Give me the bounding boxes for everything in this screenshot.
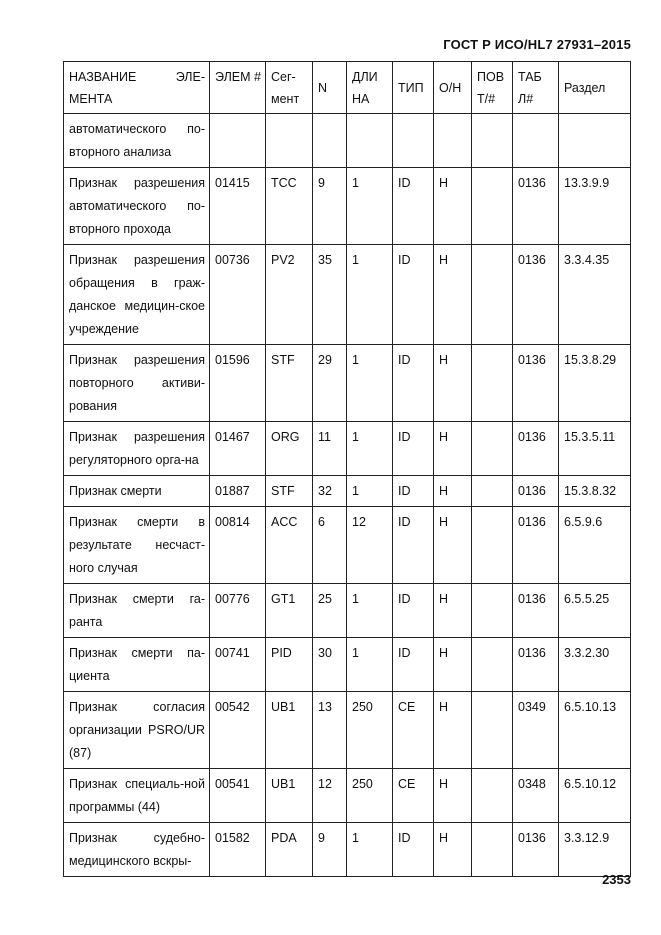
cell-rep — [472, 422, 513, 476]
table-row — [64, 507, 631, 584]
cell-length: 12 — [347, 507, 393, 584]
cell-opt — [434, 114, 472, 168]
cell-type: ID — [393, 823, 434, 877]
cell-type: CE — [393, 692, 434, 769]
table-row — [64, 422, 631, 476]
cell-elem: 01467 — [210, 422, 266, 476]
cell-elem: 01582 — [210, 823, 266, 877]
cell-elem: 01415 — [210, 168, 266, 245]
cell-name: Признак разрешения обращения в граж-данское медицин-ское учреждение — [64, 245, 210, 345]
cell-opt: Н — [434, 345, 472, 422]
cell-elem: 00814 — [210, 507, 266, 584]
col-header-segment: Сег-мент — [266, 62, 313, 114]
col-header-name-line2: МЕНТА — [69, 92, 113, 106]
cell-section: 15.3.8.29 — [559, 345, 631, 422]
cell-opt: Н — [434, 476, 472, 507]
cell-segment: PV2 — [266, 245, 313, 345]
cell-elem: 00741 — [210, 638, 266, 692]
cell-tbl: 0136 — [513, 422, 559, 476]
cell-length: 1 — [347, 422, 393, 476]
table-row — [64, 769, 631, 823]
cell-type: CE — [393, 769, 434, 823]
table-header-row — [64, 62, 631, 114]
cell-name: Признак смерти га-ранта — [64, 584, 210, 638]
cell-name: Признак смерти па-циента — [64, 638, 210, 692]
cell-n: 30 — [313, 638, 347, 692]
cell-elem: 00541 — [210, 769, 266, 823]
cell-rep — [472, 245, 513, 345]
cell-rep — [472, 114, 513, 168]
cell-section: 6.5.10.13 — [559, 692, 631, 769]
table-row — [64, 823, 631, 877]
cell-tbl: 0136 — [513, 584, 559, 638]
cell-type: ID — [393, 168, 434, 245]
cell-type: ID — [393, 507, 434, 584]
cell-tbl: 0136 — [513, 245, 559, 345]
table-row — [64, 114, 631, 168]
cell-segment: UB1 — [266, 769, 313, 823]
col-header-tbl: ТАБ Л# — [513, 62, 559, 114]
cell-opt: Н — [434, 584, 472, 638]
cell-tbl: 0136 — [513, 168, 559, 245]
table-row — [64, 245, 631, 345]
cell-type — [393, 114, 434, 168]
cell-name: Признак смерти в результате несчаст-ного случая — [64, 507, 210, 584]
cell-section: 3.3.4.35 — [559, 245, 631, 345]
cell-type: ID — [393, 638, 434, 692]
cell-segment: STF — [266, 476, 313, 507]
cell-tbl: 0136 — [513, 345, 559, 422]
cell-section: 3.3.12.9 — [559, 823, 631, 877]
cell-opt: Н — [434, 507, 472, 584]
cell-tbl: 0136 — [513, 823, 559, 877]
cell-opt: Н — [434, 823, 472, 877]
cell-n: 9 — [313, 168, 347, 245]
cell-length: 1 — [347, 476, 393, 507]
cell-rep — [472, 769, 513, 823]
cell-type: ID — [393, 584, 434, 638]
cell-n: 25 — [313, 584, 347, 638]
cell-elem: 01596 — [210, 345, 266, 422]
cell-section: 6.5.9.6 — [559, 507, 631, 584]
cell-n: 32 — [313, 476, 347, 507]
cell-section: 3.3.2.30 — [559, 638, 631, 692]
cell-name: Признак смерти — [64, 476, 210, 507]
cell-elem: 01887 — [210, 476, 266, 507]
col-header-name — [64, 62, 210, 114]
cell-length: 1 — [347, 584, 393, 638]
cell-rep — [472, 507, 513, 584]
cell-rep — [472, 584, 513, 638]
table-row — [64, 638, 631, 692]
cell-length — [347, 114, 393, 168]
cell-length: 250 — [347, 692, 393, 769]
cell-segment: STF — [266, 345, 313, 422]
col-header-elem: ЭЛЕМ # — [210, 62, 266, 114]
cell-tbl: 0349 — [513, 692, 559, 769]
cell-section: 6.5.10.12 — [559, 769, 631, 823]
cell-section: 15.3.8.32 — [559, 476, 631, 507]
cell-section: 15.3.5.11 — [559, 422, 631, 476]
cell-length: 250 — [347, 769, 393, 823]
cell-opt: Н — [434, 692, 472, 769]
cell-n: 35 — [313, 245, 347, 345]
cell-name: Признак разрешения повторного активи-рования — [64, 345, 210, 422]
cell-length: 1 — [347, 345, 393, 422]
cell-segment — [266, 114, 313, 168]
cell-type: ID — [393, 476, 434, 507]
cell-name: Признак разрешения автоматического по-вторного прохода — [64, 168, 210, 245]
cell-n — [313, 114, 347, 168]
cell-n: 6 — [313, 507, 347, 584]
cell-name: Признак согласия организации PSRO/UR (87) — [64, 692, 210, 769]
col-header-rep: ПОВ Т/# — [472, 62, 513, 114]
col-header-type: ТИП — [393, 62, 434, 114]
cell-type: ID — [393, 422, 434, 476]
cell-elem: 00776 — [210, 584, 266, 638]
table-row — [64, 345, 631, 422]
cell-segment: ORG — [266, 422, 313, 476]
col-header-section: Раздел — [559, 62, 631, 114]
cell-opt: Н — [434, 168, 472, 245]
page-number: 2353 — [602, 872, 631, 887]
cell-rep — [472, 692, 513, 769]
cell-segment: PID — [266, 638, 313, 692]
cell-tbl: 0136 — [513, 476, 559, 507]
cell-tbl: 0136 — [513, 638, 559, 692]
cell-name: Признак специаль-ной программы (44) — [64, 769, 210, 823]
cell-elem — [210, 114, 266, 168]
cell-rep — [472, 168, 513, 245]
cell-n: 11 — [313, 422, 347, 476]
cell-rep — [472, 345, 513, 422]
cell-tbl: 0348 — [513, 769, 559, 823]
cell-n: 9 — [313, 823, 347, 877]
cell-n: 29 — [313, 345, 347, 422]
cell-rep — [472, 823, 513, 877]
cell-segment: GT1 — [266, 584, 313, 638]
cell-opt: Н — [434, 638, 472, 692]
cell-name: автоматического по-вторного анализа — [64, 114, 210, 168]
cell-segment: ACC — [266, 507, 313, 584]
cell-opt: Н — [434, 769, 472, 823]
cell-section: 6.5.5.25 — [559, 584, 631, 638]
cell-length: 1 — [347, 638, 393, 692]
col-header-name-line1: НАЗВАНИЕ ЭЛЕ- — [69, 70, 205, 84]
cell-segment: PDA — [266, 823, 313, 877]
cell-opt: Н — [434, 245, 472, 345]
cell-length: 1 — [347, 168, 393, 245]
cell-tbl: 0136 — [513, 507, 559, 584]
data-elements-table — [63, 61, 631, 877]
cell-tbl — [513, 114, 559, 168]
cell-name: Признак разрешения регуляторного орга-на — [64, 422, 210, 476]
table-row — [64, 476, 631, 507]
cell-length: 1 — [347, 823, 393, 877]
col-header-length: ДЛИ НА — [347, 62, 393, 114]
cell-rep — [472, 638, 513, 692]
cell-length: 1 — [347, 245, 393, 345]
cell-rep — [472, 476, 513, 507]
cell-type: ID — [393, 345, 434, 422]
cell-name: Признак судебно-медицинского вскры- — [64, 823, 210, 877]
cell-n: 12 — [313, 769, 347, 823]
cell-elem: 00736 — [210, 245, 266, 345]
cell-segment: UB1 — [266, 692, 313, 769]
cell-type: ID — [393, 245, 434, 345]
cell-elem: 00542 — [210, 692, 266, 769]
table-row — [64, 168, 631, 245]
cell-opt: Н — [434, 422, 472, 476]
cell-segment: TCC — [266, 168, 313, 245]
document-header: ГОСТ Р ИСО/HL7 27931–2015 — [443, 37, 631, 52]
cell-section: 13.3.9.9 — [559, 168, 631, 245]
col-header-n: N — [313, 62, 347, 114]
table-row — [64, 692, 631, 769]
table-row — [64, 584, 631, 638]
cell-n: 13 — [313, 692, 347, 769]
col-header-opt: О/Н — [434, 62, 472, 114]
cell-section — [559, 114, 631, 168]
